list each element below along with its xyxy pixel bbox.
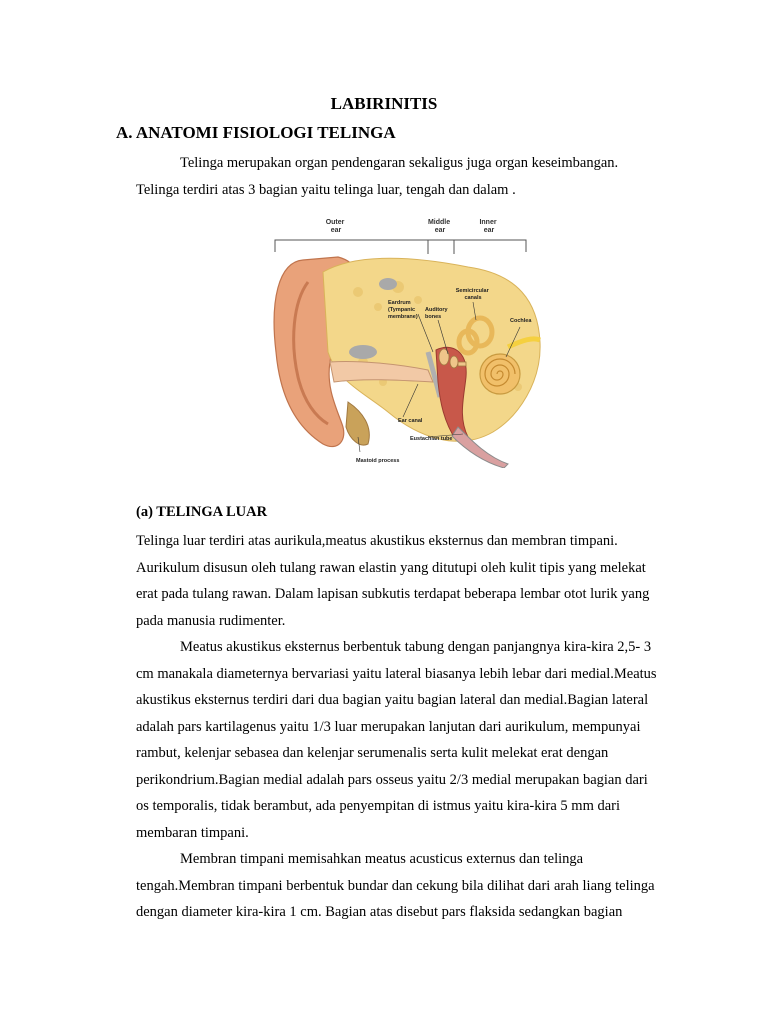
cavity-shape: [349, 345, 377, 359]
body-line: Membran timpani memisahkan meatus acusticus externus dan telinga: [180, 851, 584, 867]
body-paragraphs: [136, 528, 656, 926]
body-line: os temporalis, tidak berambut, ada penyempitan di istmus yaitu kira-kira 5 mm dari: [136, 798, 621, 814]
label-outer-ear: Outer ear: [325, 219, 345, 234]
body-line: dengan diameter kira-kira 1 cm. Bagian atas disebut pars flaksida sedangkan bagian: [136, 904, 623, 920]
body-line: Meatus akustikus eksternus berbentuk tabung dengan panjangnya kira-kira 2,5- 3: [180, 639, 652, 655]
intro-line: Telinga merupakan organ pendengaran sekaligus juga organ keseimbangan.: [180, 155, 619, 171]
cochlea-shape: [480, 354, 520, 394]
label-mastoid-process: Mastoid process: [356, 458, 400, 464]
body-line: cm manakala diameternya bervariasi yaitu lateral biasanya lebih lebar dari medial.Meatus: [136, 665, 657, 682]
label-ear-canal: Ear canal: [398, 418, 423, 424]
region-brackets: [275, 240, 526, 254]
label-middle-ear: Middle ear: [427, 219, 451, 234]
cavity-shape: [379, 278, 397, 290]
label-inner-ear: Inner ear: [479, 219, 497, 234]
label-eustachian-tube: Eustachian tube: [410, 436, 453, 442]
mastoid-shape: [346, 402, 369, 445]
label-semicircular-canals: Semicircular canals: [455, 288, 489, 301]
intro-paragraph: [136, 150, 656, 203]
document-title: LABIRINITIS: [330, 94, 438, 113]
body-line: pada manusia rudimenter.: [136, 612, 286, 629]
body-line: perikondrium.Bagian medial adalah pars osseus yaitu 2/3 medial merupakan bagian dari: [136, 771, 648, 788]
intro-line: Telinga terdiri atas 3 bagian yaitu telinga luar, tengah dan dalam .: [136, 181, 516, 198]
body-line: tengah.Membran timpani berbentuk bundar dan cekung bila dilihat dari arah liang telinga: [136, 877, 655, 894]
subheading-telinga-luar: (a) TELINGA LUAR: [136, 504, 268, 520]
body-line: membaran timpani.: [136, 824, 249, 841]
body-line: rambut, kelenjar sebasea dan kelenjar serumenalis serta kulit melekat erat dengan: [136, 745, 609, 761]
section-heading: A. ANATOMI FISIOLOGI TELINGA: [116, 123, 396, 142]
ear-anatomy-figure: [268, 212, 548, 468]
label-eardrum: Eardrum (Tympanic membrane): [388, 300, 418, 320]
label-cochlea: Cochlea: [510, 318, 532, 324]
label-auditory-bones: Auditory bones: [425, 307, 448, 320]
body-line: akustikus eksternus terdiri dari dua bagian yaitu bagian lateral dan medial.Bagian lateral: [136, 692, 649, 708]
body-line: erat pada tulang rawan. Dalam lapisan subkutis terdapat beberapa lembar otot lurik yang: [136, 586, 650, 602]
body-line: Aurikulum disusun oleh tulang rawan elastin yang ditutupi oleh kulit tipis yang melekat: [136, 559, 646, 576]
body-line: Telinga luar terdiri atas aurikula,meatus akustikus eksternus dan membran timpani.: [136, 533, 618, 549]
body-line: adalah pars kartilagenus yaitu 1/3 luar merupakan lanjutan dari aurikulum, mempunyai: [136, 718, 641, 735]
